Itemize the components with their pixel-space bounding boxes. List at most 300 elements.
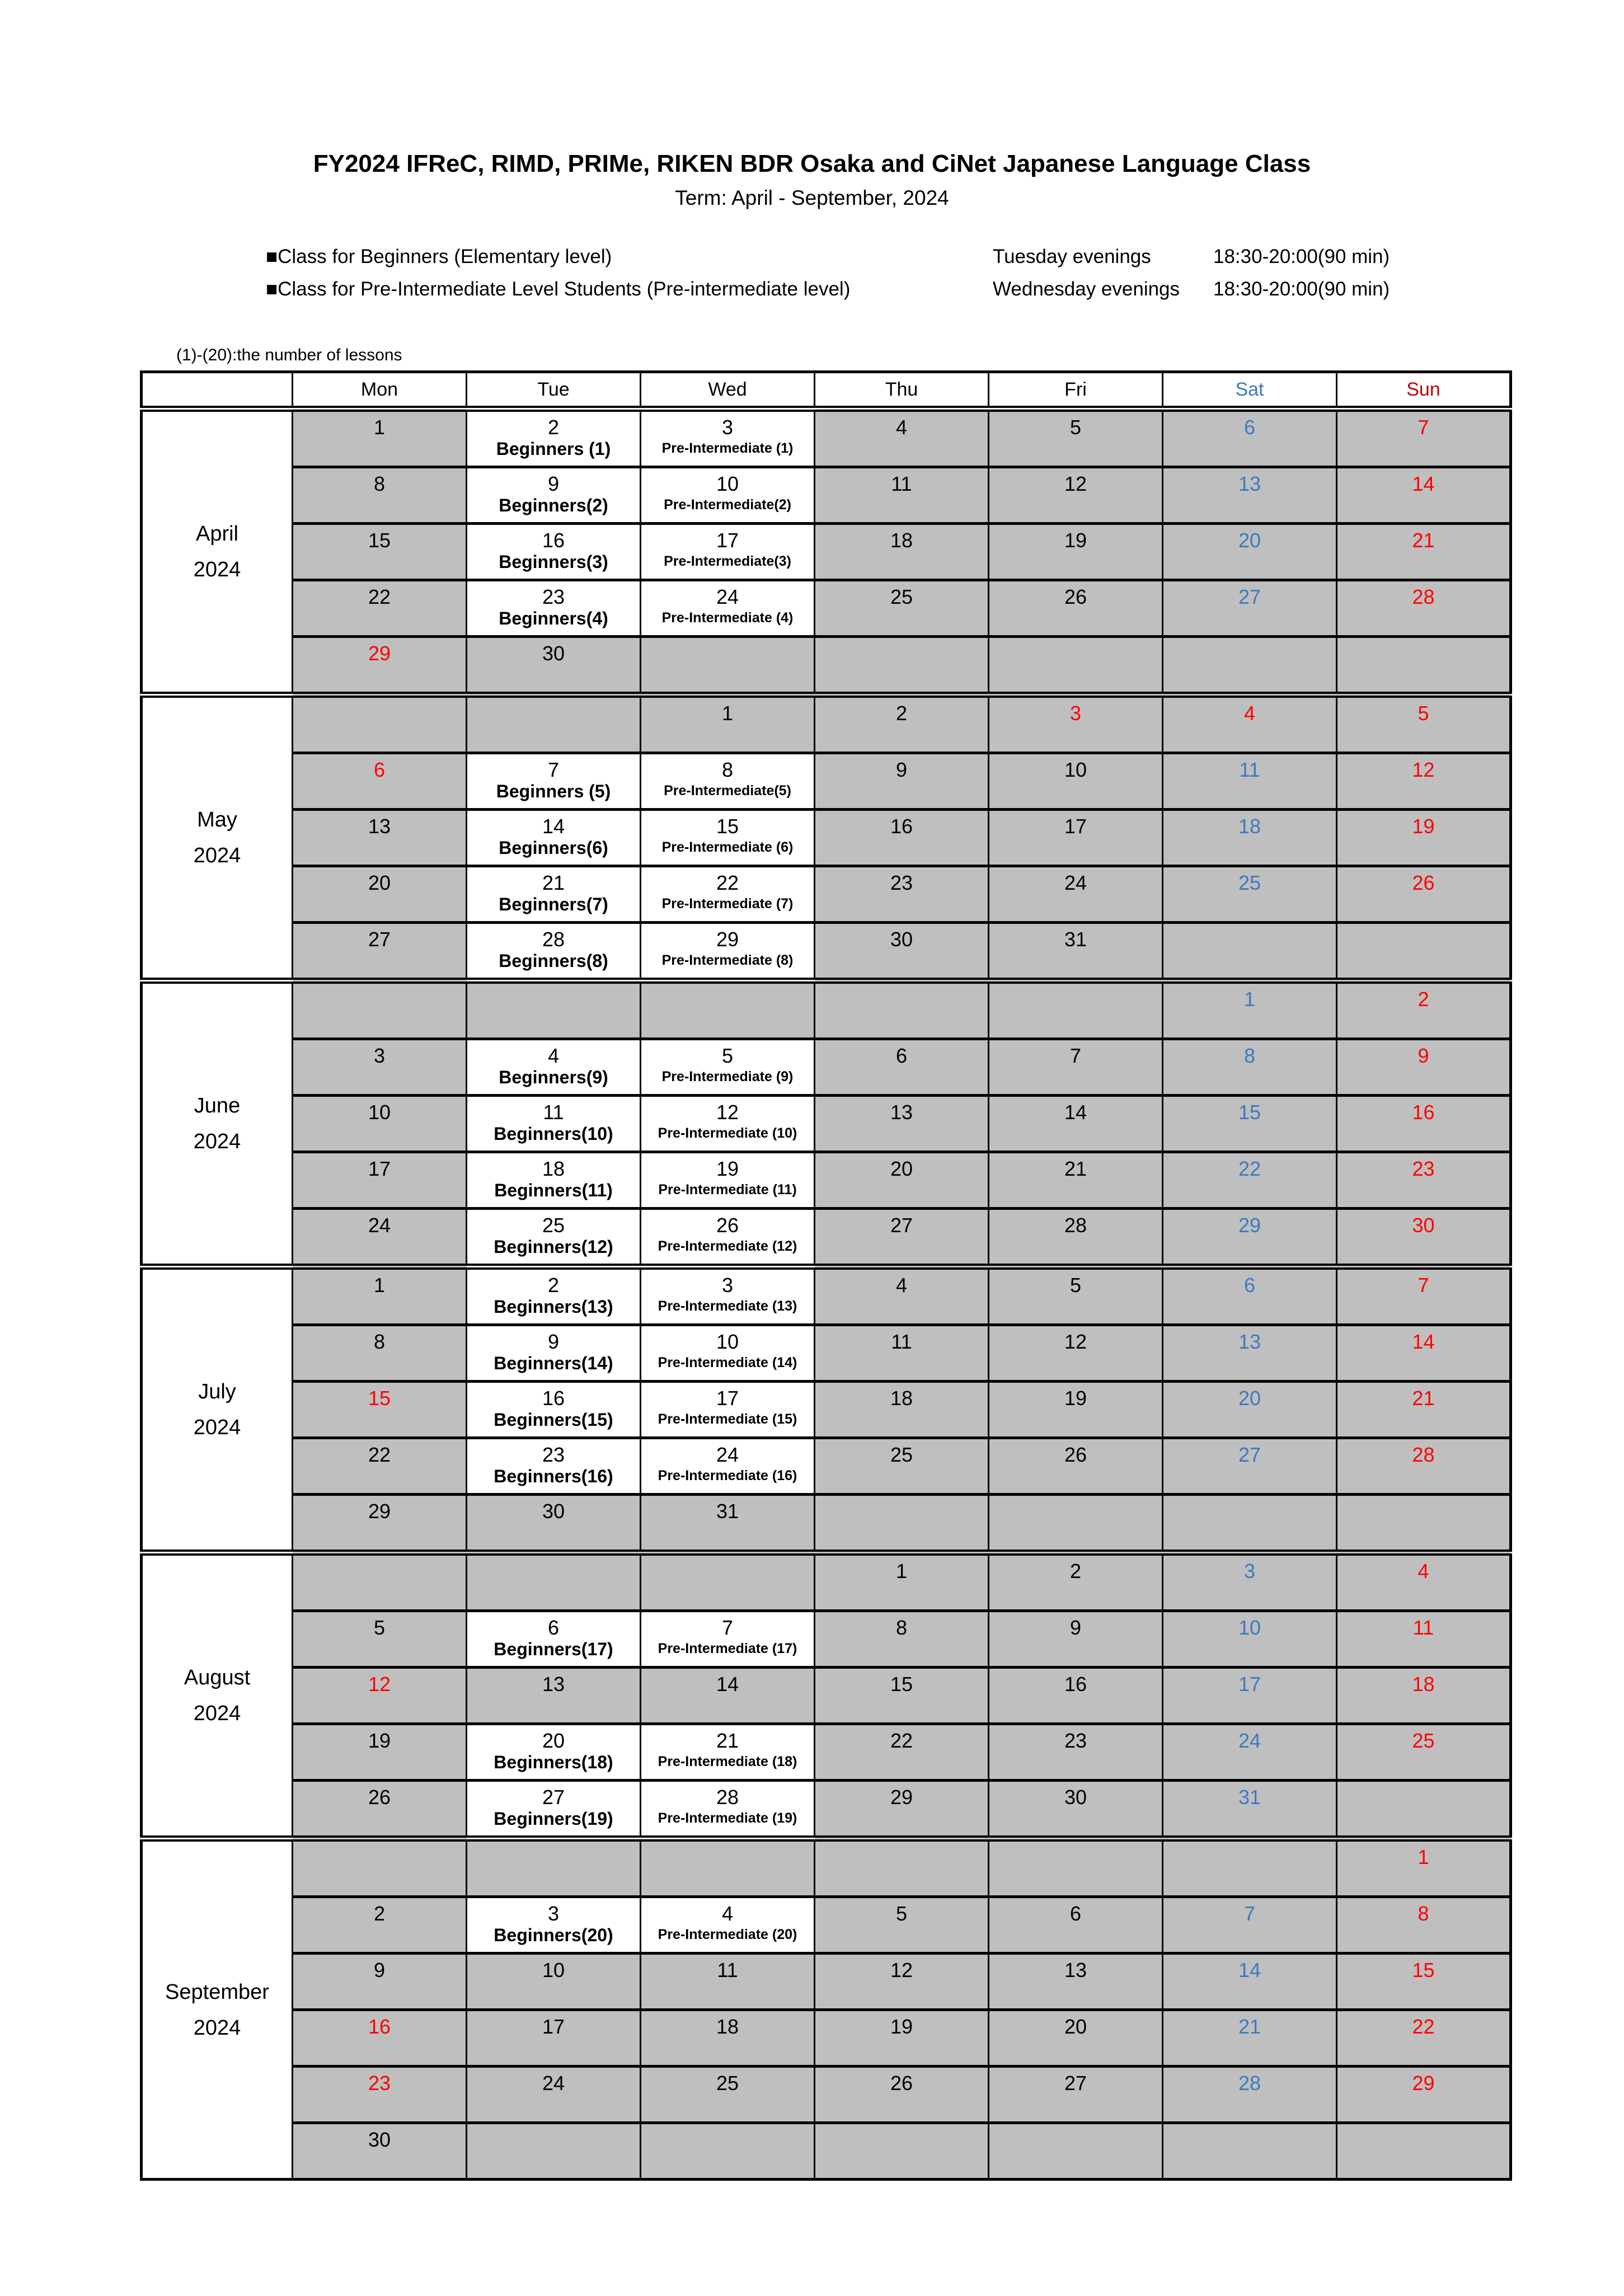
date-number: 23 [542,585,565,608]
day-cell [641,1954,815,2010]
date-number: 6 [895,1044,908,1067]
date-number: 10 [1238,1616,1261,1639]
day-cell [1163,2010,1337,2067]
day-cell [293,580,467,637]
date-number: 1 [373,416,386,439]
day-cell [815,2010,989,2067]
lesson-label: Beginners(10) [494,1124,613,1144]
date-number: 1 [895,1560,908,1583]
date-number: 19 [1064,1387,1087,1410]
day-cell [1163,810,1337,866]
date-number: 14 [1412,1330,1435,1353]
date-number: 10 [716,1330,739,1353]
date-number: 24 [542,2072,565,2095]
date-number: 24 [716,585,739,608]
day-cell [1337,1152,1511,1209]
date-number: 24 [716,1443,739,1466]
date-number: 2 [373,1902,386,1925]
lesson-label: Beginners (1) [496,439,611,459]
day-cell [989,1553,1163,1611]
date-number: 7 [1418,1274,1429,1297]
day-cell [989,810,1163,866]
day-cell [293,753,467,810]
day-cell [1337,1611,1511,1668]
date-number: 11 [717,1959,738,1982]
date-number: 17 [716,1387,739,1410]
date-number: 27 [1064,2072,1087,2095]
date-number: 7 [1418,416,1429,439]
day-cell [1337,637,1511,695]
day-cell [467,524,641,580]
day-cell [1163,1954,1337,2010]
class-info-row-beginners [266,245,1624,269]
day-cell [989,981,1163,1039]
day-cell [1337,1325,1511,1382]
week-row-september-4 [142,2010,1511,2067]
date-number: 22 [368,585,391,608]
date-number: 23 [1064,1729,1087,1752]
date-number: 25 [1412,1729,1435,1752]
date-number: 9 [547,472,560,495]
date-number: 3 [1243,1560,1256,1583]
date-number: 12 [890,1959,913,1982]
date-number: 12 [368,1673,391,1696]
date-number: 13 [890,1101,913,1124]
day-cell [467,1096,641,1152]
day-cell [467,753,641,810]
date-number: 16 [368,2015,391,2038]
lesson-label: Pre-Intermediate (7) [661,896,794,912]
date-number: 24 [1064,871,1087,894]
date-number: 3 [721,416,734,439]
week-row-june-2 [142,1039,1511,1096]
date-number: 8 [373,1330,386,1353]
date-number: 11 [543,1101,564,1124]
date-number: 2 [895,702,908,725]
week-row-may-1 [142,695,1511,753]
date-number: 27 [368,928,391,951]
date-number: 22 [368,1443,391,1466]
day-cell [1163,1668,1337,1724]
week-row-april-5 [142,637,1511,695]
day-cell [989,1152,1163,1209]
day-cell [815,695,989,753]
date-number: 8 [721,758,734,781]
day-cell [815,1954,989,2010]
date-number: 1 [1243,988,1256,1011]
date-number: 25 [890,585,913,608]
week-row-july-3 [142,1382,1511,1438]
day-cell [293,2010,467,2067]
date-number: 16 [542,529,565,552]
date-number: 8 [1243,1044,1256,1067]
lesson-label: Pre-Intermediate(2) [664,497,791,513]
lesson-label: Beginners(13) [494,1297,613,1317]
date-number: 6 [547,1616,560,1639]
date-number: 23 [368,2072,391,2095]
day-cell [815,981,989,1039]
date-number: 30 [1064,1786,1087,1809]
day-cell [1337,409,1511,467]
day-cell [989,1325,1163,1382]
date-number: 19 [890,2015,913,2038]
date-number: 28 [716,1786,739,1809]
date-number: 16 [1412,1101,1435,1124]
calendar-table [140,370,1512,2181]
lesson-label: Pre-Intermediate (13) [658,1298,797,1314]
day-cell [467,637,641,695]
week-row-may-5 [142,923,1511,981]
day-cell [815,1897,989,1954]
week-row-august-2 [142,1611,1511,1668]
lesson-label: Pre-Intermediate(5) [664,783,791,799]
weekday-header-row [142,372,1511,409]
day-cell [467,467,641,524]
day-cell [293,1382,467,1438]
date-number: 15 [716,815,739,838]
weekday-header-tue: Tue [467,372,641,409]
lesson-label: Beginners(4) [499,608,608,628]
week-row-april-2 [142,467,1511,524]
date-number: 15 [368,1387,391,1410]
date-number: 30 [368,2128,391,2151]
lesson-label: Pre-Intermediate (8) [661,952,794,968]
date-number: 18 [716,2015,739,2038]
date-number: 30 [542,642,565,665]
date-number: 13 [1238,1330,1261,1353]
day-cell [815,2067,989,2123]
lesson-label: Pre-Intermediate (4) [661,610,794,626]
lesson-label: Beginners(11) [494,1180,613,1200]
lesson-label: Beginners(3) [499,552,608,572]
date-number: 12 [1064,472,1087,495]
day-cell [989,2123,1163,2180]
date-number: 27 [542,1786,565,1809]
lesson-label: Pre-Intermediate (18) [658,1754,797,1769]
day-cell [1163,1209,1337,1267]
date-number: 25 [890,1443,913,1466]
date-number: 25 [1238,871,1261,894]
date-number: 15 [368,529,391,552]
day-cell [1337,1382,1511,1438]
day-cell [1163,409,1337,467]
week-row-july-2 [142,1325,1511,1382]
day-cell [989,1039,1163,1096]
date-number: 9 [1069,1616,1082,1639]
day-cell [1337,524,1511,580]
date-number: 7 [721,1616,734,1639]
day-cell [467,2123,641,2180]
day-cell [815,1438,989,1495]
day-cell [1337,2067,1511,2123]
day-cell [1163,695,1337,753]
month-label-april: April 2024 [142,409,293,695]
day-cell [815,1382,989,1438]
day-cell [1337,1553,1511,1611]
day-cell [989,1668,1163,1724]
date-number: 15 [1412,1959,1435,1982]
date-number: 24 [1238,1729,1261,1752]
date-number: 7 [547,758,560,781]
day-cell [1163,1553,1337,1611]
day-cell [293,2123,467,2180]
day-cell [1337,2010,1511,2067]
week-row-may-2 [142,753,1511,810]
date-number: 17 [1238,1673,1261,1696]
day-cell [815,810,989,866]
date-number: 4 [895,1274,908,1297]
day-cell [989,1781,1163,1839]
day-cell [293,2067,467,2123]
date-number: 2 [1069,1560,1082,1583]
date-number: 29 [716,928,739,951]
day-cell [1163,1325,1337,1382]
day-cell [293,1553,467,1611]
date-number: 30 [890,928,913,951]
date-number: 21 [1238,2015,1261,2038]
month-label-august: August 2024 [142,1553,293,1839]
day-cell [1337,1438,1511,1495]
weekday-header-fri: Fri [989,372,1163,409]
day-cell [467,1325,641,1382]
date-number: 7 [1243,1902,1256,1925]
day-cell [1163,866,1337,923]
day-cell [1163,637,1337,695]
day-cell [815,580,989,637]
lesson-label: Pre-Intermediate (17) [658,1641,797,1656]
day-cell [467,1209,641,1267]
date-number: 20 [1238,1387,1261,1410]
date-number: 20 [1238,529,1261,552]
day-cell [1337,1724,1511,1781]
date-number: 12 [1064,1330,1087,1353]
date-number: 18 [1238,815,1261,838]
date-number: 9 [1418,1044,1429,1067]
day-cell [293,1954,467,2010]
day-cell [641,467,815,524]
date-number: 4 [721,1902,734,1925]
day-cell [641,1096,815,1152]
date-number: 28 [1412,585,1435,608]
day-cell [815,1553,989,1611]
day-cell [467,1438,641,1495]
day-cell [467,1954,641,2010]
date-number: 17 [542,2015,565,2038]
date-number: 17 [368,1157,391,1180]
day-cell [467,580,641,637]
day-cell [641,695,815,753]
day-cell [1337,1668,1511,1724]
class-info-section [266,245,1624,301]
lesson-label: Beginners(12) [494,1237,613,1257]
day-cell [293,1495,467,1553]
day-cell [641,1209,815,1267]
date-number: 29 [890,1786,913,1809]
day-cell [1163,1039,1337,1096]
date-number: 18 [542,1157,565,1180]
date-number: 1 [721,702,734,725]
date-number: 11 [1239,758,1260,781]
date-number: 26 [1064,1443,1087,1466]
date-number: 21 [1412,529,1435,552]
day-cell [815,1267,989,1325]
lesson-label: Pre-Intermediate (14) [658,1355,797,1370]
date-number: 2 [547,1274,560,1297]
date-number: 15 [890,1673,913,1696]
day-cell [293,1724,467,1781]
day-cell [989,923,1163,981]
day-cell [467,695,641,753]
date-number: 22 [716,871,739,894]
day-cell [467,2067,641,2123]
date-number: 26 [716,1214,739,1237]
day-cell [989,467,1163,524]
day-cell [641,1668,815,1724]
date-number: 18 [1412,1673,1435,1696]
week-row-april-3 [142,524,1511,580]
date-number: 14 [542,815,565,838]
date-number: 8 [1418,1902,1429,1925]
date-number: 26 [890,2072,913,2095]
day-cell [989,1954,1163,2010]
day-cell [641,1724,815,1781]
week-row-june-3 [142,1096,1511,1152]
day-cell [1163,981,1337,1039]
date-number: 26 [368,1786,391,1809]
date-number: 30 [542,1500,565,1523]
day-cell [815,1839,989,1897]
day-cell [815,1039,989,1096]
day-cell [989,580,1163,637]
lesson-label: Pre-Intermediate(3) [664,553,791,569]
date-number: 16 [1064,1673,1087,1696]
date-number: 30 [1412,1214,1435,1237]
date-number: 6 [1243,416,1256,439]
date-number: 6 [373,758,386,781]
date-number: 5 [1069,416,1082,439]
lesson-label: Pre-Intermediate (15) [658,1411,797,1427]
day-cell [467,2010,641,2067]
date-number: 9 [373,1959,386,1982]
date-number: 4 [547,1044,560,1067]
week-row-august-4 [142,1724,1511,1781]
day-cell [989,1096,1163,1152]
day-cell [293,1096,467,1152]
date-number: 20 [368,871,391,894]
date-number: 6 [1243,1274,1256,1297]
day-cell [1163,2123,1337,2180]
date-number: 18 [890,529,913,552]
day-cell [467,409,641,467]
day-cell [467,1267,641,1325]
day-cell [1163,1897,1337,1954]
day-cell [1163,1152,1337,1209]
date-number: 12 [1412,758,1435,781]
date-number: 14 [1238,1959,1261,1982]
day-cell [815,1325,989,1382]
day-cell [467,923,641,981]
day-cell [815,1096,989,1152]
date-number: 21 [716,1729,739,1752]
lesson-label: Beginners (5) [496,781,611,801]
day-cell [815,1152,989,1209]
weekday-header-wed: Wed [641,372,815,409]
date-number: 27 [1238,1443,1261,1466]
day-cell [815,1209,989,1267]
date-number: 5 [1418,702,1429,725]
class-info-day: Wednesday evenings [993,278,1180,300]
day-cell [1337,580,1511,637]
day-cell [1337,981,1511,1039]
date-number: 2 [1418,988,1429,1011]
date-number: 10 [542,1959,565,1982]
day-cell [989,1897,1163,1954]
day-cell [1337,753,1511,810]
day-cell [1337,1954,1511,2010]
day-cell [641,1781,815,1839]
week-row-june-5 [142,1209,1511,1267]
date-number: 19 [368,1729,391,1752]
date-number: 26 [1412,871,1435,894]
day-cell [1337,1495,1511,1553]
day-cell [467,1495,641,1553]
day-cell [293,467,467,524]
weekday-header-thu: Thu [815,372,989,409]
day-cell [1163,923,1337,981]
lesson-label: Beginners(14) [494,1353,613,1373]
date-number: 25 [542,1214,565,1237]
day-cell [293,1267,467,1325]
week-row-august-1 [142,1553,1511,1611]
day-cell [293,866,467,923]
lesson-label: Pre-Intermediate (11) [658,1182,797,1198]
day-cell [815,467,989,524]
lesson-label: Pre-Intermediate (20) [658,1927,797,1942]
day-cell [641,1267,815,1325]
weekday-header-mon: Mon [293,372,467,409]
day-cell [1337,695,1511,753]
day-cell [1163,580,1337,637]
week-row-june-4 [142,1152,1511,1209]
lesson-label: Pre-Intermediate (12) [658,1238,797,1254]
date-number: 11 [1412,1616,1434,1639]
lesson-label: Beginners(20) [494,1925,613,1945]
date-number: 11 [891,1330,912,1353]
day-cell [293,1152,467,1209]
date-number: 8 [895,1616,908,1639]
date-number: 19 [1412,815,1435,838]
day-cell [293,1438,467,1495]
date-number: 10 [1064,758,1087,781]
day-cell [1163,1781,1337,1839]
day-cell [1163,1839,1337,1897]
day-cell [989,409,1163,467]
day-cell [467,1724,641,1781]
date-number: 13 [1064,1959,1087,1982]
day-cell [1337,923,1511,981]
date-number: 23 [1412,1157,1435,1180]
day-cell [293,1668,467,1724]
lesson-label: Beginners(6) [499,838,608,858]
corner-cell [142,372,293,409]
day-cell [641,1553,815,1611]
month-label-june: June 2024 [142,981,293,1267]
date-number: 2 [547,416,560,439]
day-cell [815,409,989,467]
weekday-header-sun: Sun [1337,372,1511,409]
date-number: 4 [1418,1560,1429,1583]
day-cell [815,866,989,923]
